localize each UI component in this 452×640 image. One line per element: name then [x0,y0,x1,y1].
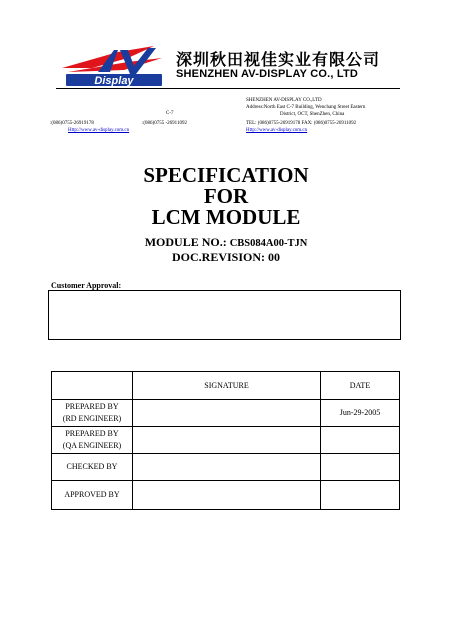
header-date: DATE [321,372,400,400]
header-divider [56,88,400,89]
table-row [52,400,400,427]
role-cell [52,400,133,427]
table-row [52,481,400,510]
left-phone: :(086)0755-26919178 [50,121,94,126]
role-cell [52,481,133,510]
module-number-label: MODULE NO.: [144,235,227,249]
company-logo [58,44,172,90]
table-row [52,454,400,481]
customer-approval-box[interactable] [48,290,401,340]
role-line1: PREPARED BY [65,402,119,411]
table-row [52,427,400,454]
right-address-line1: Address:North East C-7 Building, Wenchang Street Eastern [246,105,366,110]
role-line2: (RD ENGINEER) [62,414,122,423]
role-line1: PREPARED BY [65,429,119,438]
left-fax: :(086)0755 -26911092 [142,121,187,126]
date-cell[interactable] [321,427,400,454]
date-cell[interactable] [321,454,400,481]
left-code: C-7 [166,111,174,116]
role-line1: APPROVED BY [64,490,120,499]
title-line-2: FOR [203,184,249,208]
table-header-row [52,372,400,400]
left-website-link[interactable]: Http://www.av-display.com.cn [68,128,130,133]
module-number-value: CBS084A00-TJN [229,238,308,249]
module-number-line [0,235,452,250]
right-phone-fax: TEL: (086)0755-26919178 FAX: (086)0755-26911092 [246,121,357,126]
signature-cell[interactable] [133,427,321,454]
role-line2: (QA ENGINEER) [62,441,122,450]
company-english-name: SHENZHEN AV-DISPLAY CO., LTD [176,68,359,80]
doc-revision-line [0,250,452,265]
date-cell[interactable] [321,481,400,510]
signature-cell[interactable] [133,454,321,481]
company-chinese-name: 深圳秋田视佳实业有限公司 [176,50,381,69]
customer-approval-label: Customer Approval: [51,281,122,290]
role-line1: CHECKED BY [66,462,118,471]
signature-cell[interactable] [133,400,321,427]
title-line-3: LCM MODULE [151,205,301,229]
header-blank-cell [52,372,133,400]
role-cell [52,427,133,454]
doc-revision-label: DOC.REVISION: [171,250,265,264]
right-company-name: SHENZHEN AV-DISPLAY CO.,LTD [246,98,322,103]
signature-table [51,371,400,510]
date-cell[interactable]: Jun-29-2005 [321,400,400,427]
role-cell [52,454,133,481]
signature-cell[interactable] [133,481,321,510]
logo-display-text: Display [94,75,134,87]
right-website-link[interactable]: Http://www.av-display.com.cn [246,128,308,133]
title-line-1: SPECIFICATION [143,163,309,187]
header-signature: SIGNATURE [133,372,321,400]
doc-revision-value: 00 [268,250,280,264]
right-address-line2: District, OCT, ShenZhen, China [280,112,345,117]
